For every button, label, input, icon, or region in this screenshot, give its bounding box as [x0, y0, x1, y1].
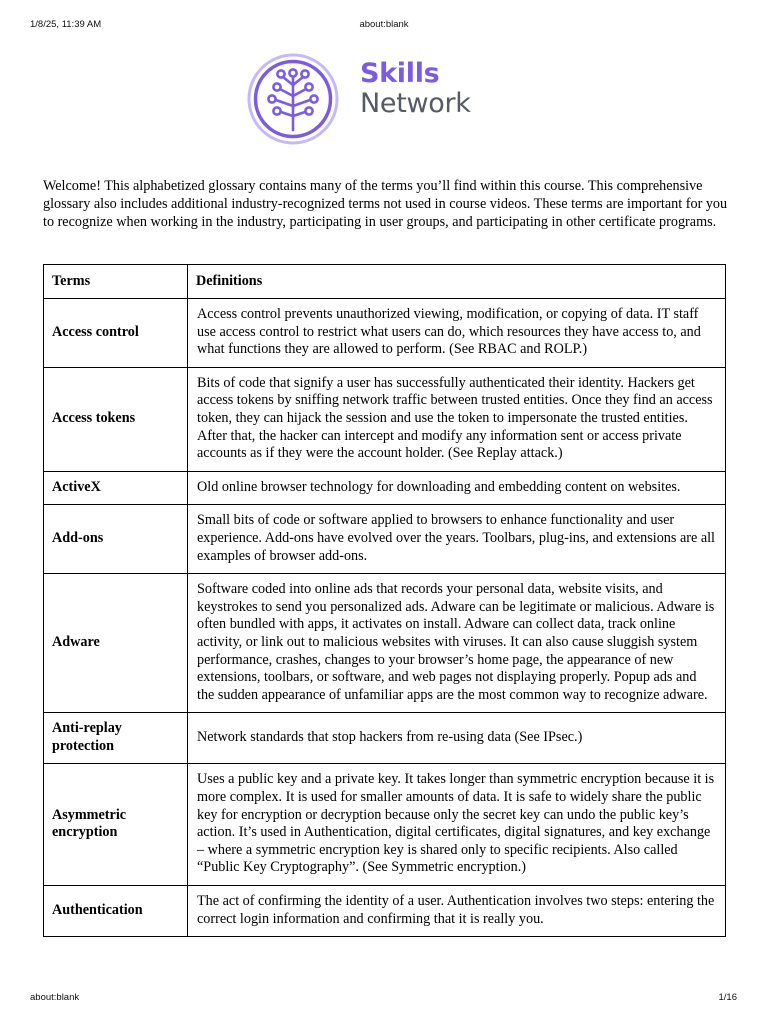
term-cell: Add-ons	[44, 505, 188, 574]
definition-cell: The act of confirming the identity of a user. Authentication involves two steps: entering the correct login information and confirming that it is really you.	[188, 886, 726, 937]
term-cell: Anti-replay protection	[44, 713, 188, 764]
definition-cell: Software coded into online ads that records your personal data, website visits, and keystrokes to send you personalized ads. Adware can be legitimate or malicious. Adware is often bundled with apps, it activates on install. Adware can collect data, track online activity, or link out to malicious websites with viruses. It can also cause sluggish system performance, crashes, changes to your browser’s home page, the appearance of new extensions, toolbars, or software, and web pages not displaying properly. Popup ads and the sudden appearance of unfamiliar apps are the most common way to recognize adware.	[188, 574, 726, 713]
table-header-row	[44, 265, 726, 299]
term-cell: Authentication	[44, 886, 188, 937]
table-row	[44, 471, 726, 505]
definition-cell: Uses a public key and a private key. It takes longer than symmetric encryption because it is more complex. It is used for smaller amounts of data. It is safe to widely share the public key for encryption or decryption because only the secret key can undo the public key’s action. It’s used in Authentication, digital certificates, digital signatures, and key exchange – where a symmetric encryption key is shared only to specific recipients. Also called “Public Key Cryptography”. (See Symmetric encryption.)	[188, 764, 726, 886]
print-datetime: 1/8/25, 11:39 AM	[30, 19, 102, 30]
print-header	[0, 19, 768, 33]
logo-word-network: Network	[360, 88, 471, 119]
print-footer	[0, 992, 768, 1006]
header-definitions: Definitions	[188, 265, 726, 299]
glossary-table	[43, 264, 726, 937]
table-row	[44, 299, 726, 368]
intro-paragraph: Welcome! This alphabetized glossary contains many of the terms you’ll find within this course. This comprehensive glossary also includes additional industry-recognized terms not used in course videos. These terms are important for you to recognize when working in the industry, participating in user groups, and participating in other certificate programs.	[43, 178, 728, 230]
term-cell: Access tokens	[44, 367, 188, 471]
print-url: about:blank	[30, 992, 80, 1003]
table-row	[44, 574, 726, 713]
term-cell: Adware	[44, 574, 188, 713]
header-terms: Terms	[44, 265, 188, 299]
definition-cell: Old online browser technology for downloading and embedding content on websites.	[188, 471, 726, 505]
skills-network-logo	[246, 52, 478, 148]
definition-cell: Access control prevents unauthorized viewing, modification, or copying of data. IT staff use access control to restrict what users can do, which resources they have access to, and what functions they are allowed to perform. (See RBAC and ROLP.)	[188, 299, 726, 368]
table-row	[44, 505, 726, 574]
table-row	[44, 886, 726, 937]
table-row	[44, 713, 726, 764]
definition-cell: Small bits of code or software applied to browsers to enhance functionality and user experience. Add-ons have evolved over the years. Toolbars, plug-ins, and extensions are all examples of browser add-ons.	[188, 505, 726, 574]
definition-cell: Network standards that stop hackers from re-using data (See IPsec.)	[188, 713, 726, 764]
term-cell: Asymmetric encryption	[44, 764, 188, 886]
tree-network-icon	[246, 52, 340, 146]
term-cell: Access control	[44, 299, 188, 368]
table-row	[44, 367, 726, 471]
term-cell: ActiveX	[44, 471, 188, 505]
print-page-number: 1/16	[718, 992, 737, 1003]
definition-cell: Bits of code that signify a user has successfully authenticated their identity. Hackers get access tokens by sniffing network traffic between trusted entities. Once they find an access token, they can hijack the session and use the token to impersonate the trusted entities. After that, the hacker can intercept and modify any information sent or access private accounts as if they were the account holder. (See Replay attack.)	[188, 367, 726, 471]
print-page-title: about:blank	[359, 19, 409, 30]
table-row	[44, 764, 726, 886]
logo-wordmark	[360, 60, 471, 117]
logo-word-skills: Skills	[360, 58, 440, 89]
